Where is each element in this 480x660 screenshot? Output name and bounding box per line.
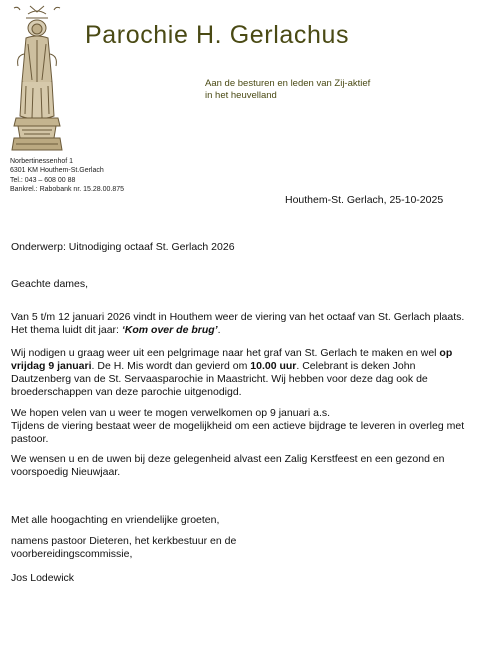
address-line: 6301 KM Houthem-St.Gerlach: [10, 167, 104, 175]
paragraph-text: Wij nodigen u graag weer uit een pelgrimage naar het graf van St. Gerlach te maken en wel: [11, 347, 440, 359]
letter-greeting: Geachte dames,: [11, 278, 89, 290]
invitee-line: in het heuvelland: [205, 90, 277, 101]
paragraph-line: Tijdens de viering bestaat weer de mogelijkheid om een actieve bijdrage te leveren in overleg met pastoor.: [11, 420, 465, 445]
signature-line: namens pastoor Dieteren, het kerkbestuur en de voorbereidingscommissie,: [11, 535, 237, 560]
parish-title: Parochie H. Gerlachus: [85, 21, 350, 49]
paragraph-theme: [11, 311, 466, 337]
paragraph-text: . De H. Mis wordt dan gevierd om: [91, 360, 251, 372]
address-line: Bankrel.: Rabobank nr. 15.28.00.875: [10, 186, 125, 194]
letter-closing: Met alle hoogachting en vriendelijke groeten,: [11, 514, 220, 526]
paragraph-line: We hopen velen van u weer te mogen verwelkomen op 9 januari a.s.: [11, 407, 331, 419]
paragraph-invitation: [11, 347, 466, 399]
pilgrimage-date: op vrijdag 9 januari: [11, 347, 453, 372]
saint-statue-icon: [6, 4, 68, 152]
invitee-line: Aan de besturen en leden van Zij-aktief: [205, 78, 371, 89]
letter-subject: Onderwerp: Uitnodiging octaaf St. Gerlach 2026: [11, 241, 235, 253]
signer-name: Jos Lodewick: [11, 572, 75, 584]
paragraph-welcome: [11, 407, 466, 446]
address-line: Tel.: 043 – 608 00 88: [10, 176, 76, 184]
paragraph-text: .: [217, 324, 221, 336]
paragraph-text: . Celebrant is deken John Dautzenberg van de St. Servaasparochie in Maastricht. Wij hebben voor deze dag ook de broederschappen van deze parochie uitgenodigd.: [11, 360, 428, 398]
address-line: Norbertinessenhof 1: [10, 158, 74, 165]
paragraph-wishes: We wensen u en de uwen bij deze gelegenheid alvast een Zalig Kerstfeest en een gezond en voorspoedig Nieuwjaar.: [11, 453, 445, 478]
mass-time: 10.00 uur: [250, 360, 297, 372]
letter-dateline: Houthem-St. Gerlach, 25-10-2025: [285, 194, 444, 206]
paragraph-text: Van 5 t/m 12 januari 2026 vindt in Houthem weer de viering van het octaaf van St. Gerlach plaats. Het thema luidt dit jaar:: [11, 311, 465, 336]
invitee-block: [205, 78, 370, 102]
parish-address: [10, 157, 124, 195]
theme-name: ‘Kom over de brug’: [121, 324, 218, 336]
